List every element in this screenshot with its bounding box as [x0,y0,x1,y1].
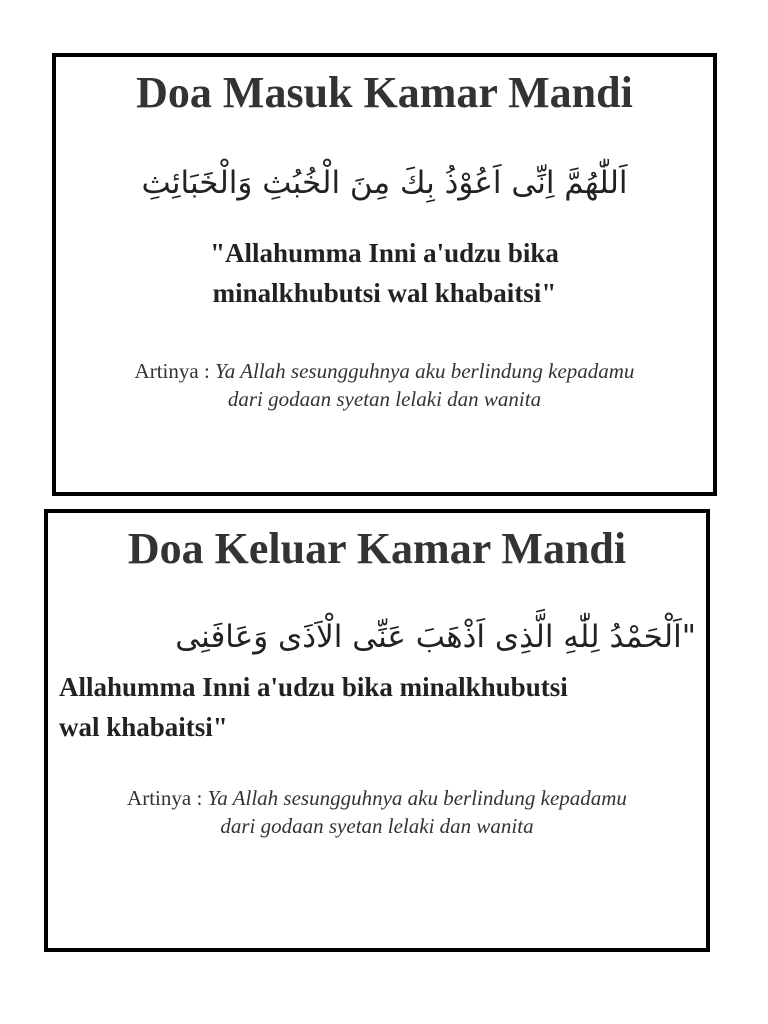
latin-line-1: "Allahumma Inni a'udzu bika [210,238,559,268]
meaning-label: Artinya : [134,359,216,383]
meaning-line-1: Ya Allah sesungguhnya aku berlindung kepadamu [207,786,627,810]
meaning-text [48,784,706,840]
doa-card-masuk [52,53,717,496]
arabic-prayer-text: اَللّٰهُمَّ اِنِّى اَعُوْذُ بِكَ مِنَ الْخُبُثِ وَالْخَبَائِثِ [141,165,628,201]
doa-card-keluar [44,509,710,952]
latin-line-1: Allahumma Inni a'udzu bika minalkhubutsi [59,672,568,702]
card-title: Doa Keluar Kamar Mandi [127,524,627,573]
meaning-line-1: Ya Allah sesungguhnya aku berlindung kepadamu [215,359,635,383]
latin-transliteration [59,667,698,747]
latin-line-2: minalkhubutsi wal khabaitsi" [212,278,557,308]
latin-line-2: wal khabaitsi" [59,712,228,742]
latin-transliteration [56,233,713,313]
card-title: Doa Masuk Kamar Mandi [136,68,633,117]
meaning-text [56,357,713,413]
arabic-prayer-text: "اَلْحَمْدُ لِلّٰهِ الَّذِى اَذْهَبَ عَنِّى الْاَذَى وَعَافَنِى [175,619,696,655]
meaning-label: Artinya : [127,786,208,810]
meaning-line-2: dari godaan syetan lelaki dan wanita [227,387,542,411]
meaning-line-2: dari godaan syetan lelaki dan wanita [220,814,534,838]
